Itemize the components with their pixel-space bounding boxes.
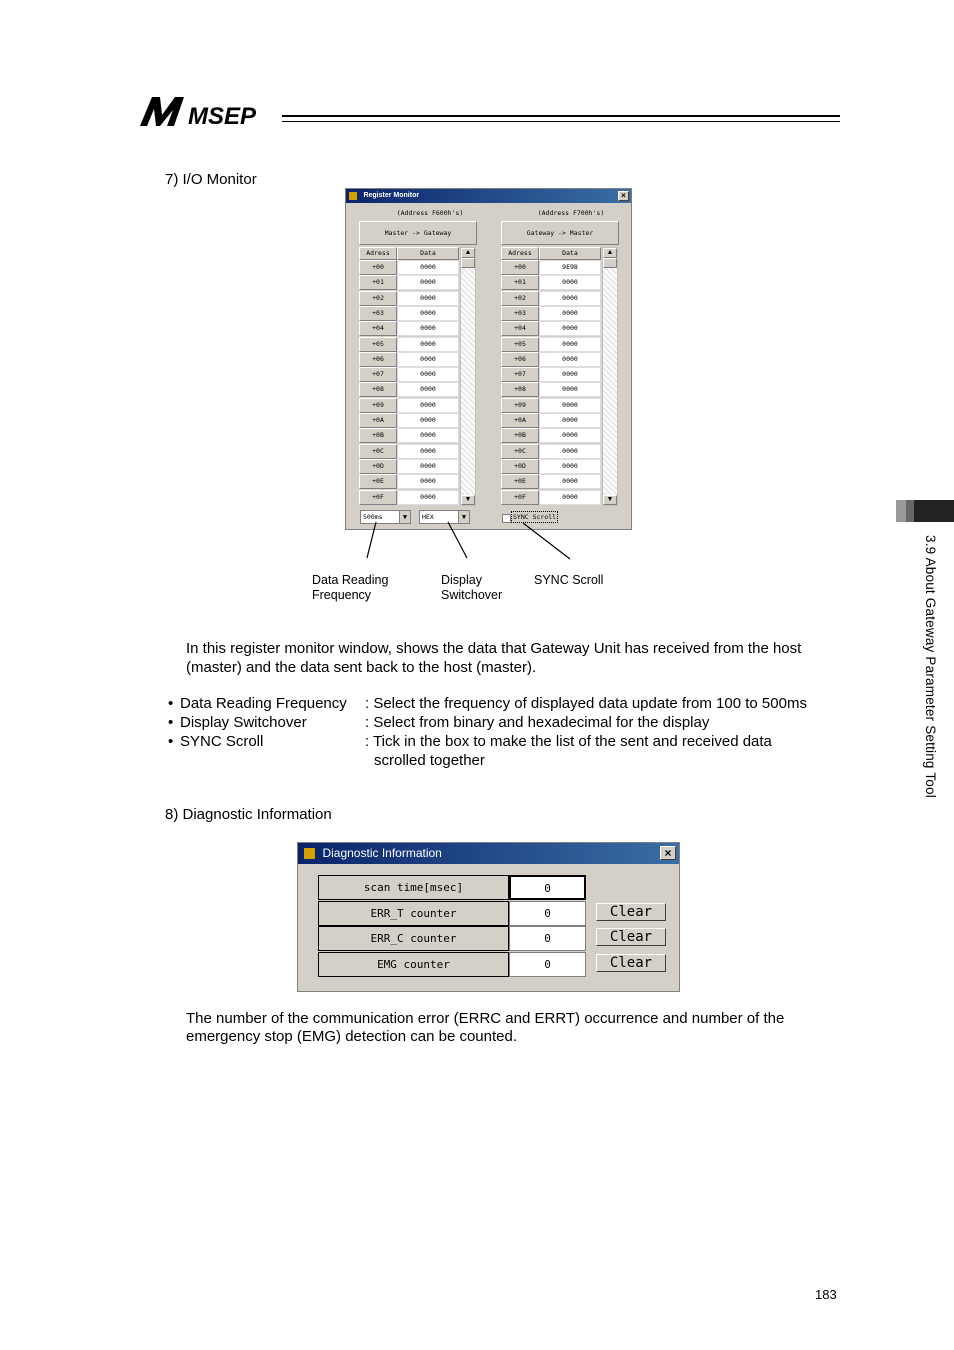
header-rule-bottom bbox=[282, 121, 840, 122]
register-address-cell: +08 bbox=[501, 382, 539, 397]
display-value: HEX bbox=[422, 513, 434, 521]
close-icon[interactable]: × bbox=[618, 191, 629, 201]
register-monitor-titlebar bbox=[346, 189, 631, 203]
bullet-mark: • bbox=[168, 714, 174, 731]
section7-paragraph-line2: (master) and the data sent back to the host (master). bbox=[186, 659, 537, 676]
side-tab-marker bbox=[896, 500, 954, 522]
callout-lines bbox=[360, 520, 580, 562]
page-number: 183 bbox=[815, 1287, 837, 1302]
window-title: Diagnostic Information bbox=[322, 846, 442, 860]
clear-button[interactable]: Clear bbox=[596, 954, 666, 972]
right-address-caption: (Address F700h's) bbox=[537, 209, 605, 217]
app-icon bbox=[304, 848, 315, 859]
dropdown-arrow-icon[interactable]: ▼ bbox=[399, 511, 410, 523]
callout-line-frequency bbox=[367, 522, 376, 558]
right-col-data: Data bbox=[539, 247, 601, 260]
callout-line-sync bbox=[523, 523, 570, 559]
bullet-desc: : Select from binary and hexadecimal for the display bbox=[365, 714, 710, 731]
register-address-cell: +0F bbox=[359, 490, 397, 505]
logo-text: MSEP bbox=[188, 103, 257, 129]
bullet-desc: : Select the frequency of displayed data update from 100 to 500ms bbox=[365, 695, 807, 712]
register-address-cell: +04 bbox=[501, 321, 539, 336]
diagnostic-label-cell: ERR_T counter bbox=[318, 901, 509, 926]
diagnostic-label-cell: scan time[msec] bbox=[318, 875, 509, 900]
register-data-cell: 0000 bbox=[539, 398, 601, 413]
register-data-cell: 0000 bbox=[539, 428, 601, 443]
section8-title: 8) Diagnostic Information bbox=[165, 806, 332, 823]
callout-frequency bbox=[312, 573, 388, 603]
section7-paragraph-line1: In this register monitor window, shows the data that Gateway Unit has received from the host bbox=[186, 640, 802, 657]
callout-display-line2: Switchover bbox=[441, 588, 503, 602]
register-data-cell: 0000 bbox=[397, 275, 459, 290]
register-data-cell: 0000 bbox=[397, 444, 459, 459]
register-address-cell: +01 bbox=[359, 275, 397, 290]
register-address-cell: +0C bbox=[501, 444, 539, 459]
section8-paragraph-line1: The number of the communication error (ERRC and ERRT) occurrence and number of the bbox=[186, 1010, 785, 1027]
callout-line-display bbox=[448, 522, 467, 558]
register-address-cell: +00 bbox=[359, 260, 397, 275]
register-address-cell: +00 bbox=[501, 260, 539, 275]
left-scrollbar[interactable] bbox=[460, 247, 476, 506]
register-data-cell: 0000 bbox=[397, 367, 459, 382]
register-data-cell: 0000 bbox=[397, 490, 459, 505]
register-address-cell: +05 bbox=[359, 337, 397, 352]
register-data-cell: 0000 bbox=[539, 367, 601, 382]
diagnostic-titlebar bbox=[298, 843, 679, 864]
register-address-cell: +0D bbox=[501, 459, 539, 474]
register-address-cell: +02 bbox=[359, 291, 397, 306]
register-data-cell: 0000 bbox=[539, 306, 601, 321]
register-address-cell: +0B bbox=[359, 428, 397, 443]
close-icon[interactable]: × bbox=[660, 846, 676, 860]
left-col-address: Adress bbox=[359, 247, 397, 260]
scroll-up-icon[interactable]: ▲ bbox=[603, 248, 617, 258]
bullet-term: Data Reading Frequency bbox=[180, 695, 347, 712]
register-data-cell: 0000 bbox=[539, 413, 601, 428]
diagnostic-value-cell: 0 bbox=[509, 952, 586, 977]
right-scrollbar[interactable] bbox=[602, 247, 618, 506]
register-address-cell: +0E bbox=[359, 474, 397, 489]
msep-logo bbox=[138, 93, 278, 129]
diagnostic-window bbox=[297, 842, 680, 992]
bullet-continuation bbox=[168, 751, 485, 770]
callout-display-line1: Display bbox=[441, 573, 482, 587]
right-col-address: Adress bbox=[501, 247, 539, 260]
callout-frequency-line1: Data Reading bbox=[312, 573, 389, 587]
side-tab-label: 3.9 About Gateway Parameter Setting Tool bbox=[923, 535, 938, 798]
bullet-desc-continuation: scrolled together bbox=[374, 752, 485, 769]
register-data-cell: 0000 bbox=[397, 321, 459, 336]
register-address-cell: +05 bbox=[501, 337, 539, 352]
register-data-cell: 0000 bbox=[539, 291, 601, 306]
register-address-cell: +02 bbox=[501, 291, 539, 306]
register-address-cell: +0A bbox=[359, 413, 397, 428]
callout-sync: SYNC Scroll bbox=[534, 573, 604, 587]
callout-frequency-line2: Frequency bbox=[312, 588, 372, 602]
register-data-cell: 0000 bbox=[397, 291, 459, 306]
register-data-cell: 0000 bbox=[397, 474, 459, 489]
scroll-thumb[interactable] bbox=[461, 258, 475, 268]
right-direction-header: Gateway -> Master bbox=[501, 221, 619, 245]
register-data-cell: 0000 bbox=[539, 474, 601, 489]
register-address-cell: +07 bbox=[501, 367, 539, 382]
dropdown-arrow-icon[interactable]: ▼ bbox=[458, 511, 469, 523]
diagnostic-value-cell: 0 bbox=[509, 926, 586, 951]
register-data-cell: 0000 bbox=[539, 352, 601, 367]
register-address-cell: +0E bbox=[501, 474, 539, 489]
register-address-cell: +09 bbox=[501, 398, 539, 413]
register-data-cell: 0000 bbox=[539, 337, 601, 352]
register-address-cell: +03 bbox=[501, 306, 539, 321]
section8-paragraph-line2: emergency stop (EMG) detection can be counted. bbox=[186, 1028, 518, 1045]
bullet-item bbox=[168, 694, 807, 713]
register-data-cell: 0000 bbox=[539, 490, 601, 505]
bullet-mark: • bbox=[168, 733, 174, 750]
diagnostic-value-cell: 0 bbox=[509, 901, 586, 926]
register-monitor-window bbox=[345, 188, 632, 530]
register-address-cell: +06 bbox=[501, 352, 539, 367]
diagnostic-value-cell[interactable]: 0 bbox=[509, 875, 586, 900]
sync-scroll-label[interactable]: SYNC Scroll bbox=[513, 513, 557, 521]
register-address-cell: +0C bbox=[359, 444, 397, 459]
register-data-cell: 0000 bbox=[397, 413, 459, 428]
register-data-cell: 0000 bbox=[539, 382, 601, 397]
bullet-item bbox=[168, 732, 772, 751]
scroll-thumb[interactable] bbox=[603, 258, 617, 268]
register-address-cell: +07 bbox=[359, 367, 397, 382]
register-data-cell: 0000 bbox=[539, 275, 601, 290]
bullet-item bbox=[168, 713, 710, 732]
register-data-cell: 0000 bbox=[397, 306, 459, 321]
register-data-cell: 0000 bbox=[397, 382, 459, 397]
section7-title: 7) I/O Monitor bbox=[165, 171, 257, 188]
scroll-up-icon[interactable]: ▲ bbox=[461, 248, 475, 258]
left-direction-header: Master -> Gateway bbox=[359, 221, 477, 245]
diagnostic-label-cell: EMG counter bbox=[318, 952, 509, 977]
register-data-cell: 0000 bbox=[397, 428, 459, 443]
register-data-cell: 0000 bbox=[397, 459, 459, 474]
register-address-cell: +01 bbox=[501, 275, 539, 290]
register-address-cell: +0B bbox=[501, 428, 539, 443]
register-data-cell: 9E98 bbox=[539, 260, 601, 275]
register-address-cell: +0F bbox=[501, 490, 539, 505]
bullet-mark: • bbox=[168, 695, 174, 712]
header-rule-top bbox=[282, 115, 840, 117]
register-address-cell: +08 bbox=[359, 382, 397, 397]
clear-button[interactable]: Clear bbox=[596, 928, 666, 946]
bullet-desc: : Tick in the box to make the list of the sent and received data bbox=[365, 733, 772, 750]
callout-display bbox=[441, 573, 502, 603]
register-address-cell: +04 bbox=[359, 321, 397, 336]
register-data-cell: 0000 bbox=[539, 321, 601, 336]
register-data-cell: 0000 bbox=[539, 444, 601, 459]
register-data-cell: 0000 bbox=[397, 260, 459, 275]
register-data-cell: 0000 bbox=[397, 337, 459, 352]
register-address-cell: +0D bbox=[359, 459, 397, 474]
register-address-cell: +0A bbox=[501, 413, 539, 428]
scroll-down-icon[interactable]: ▼ bbox=[603, 495, 617, 505]
register-data-cell: 0000 bbox=[397, 398, 459, 413]
bullet-term: Display Switchover bbox=[180, 714, 307, 731]
register-address-cell: +03 bbox=[359, 306, 397, 321]
clear-button[interactable]: Clear bbox=[596, 903, 666, 921]
window-title: Register Monitor bbox=[363, 192, 420, 199]
register-data-cell: 0000 bbox=[539, 459, 601, 474]
bullet-list bbox=[168, 694, 807, 770]
register-data-cell: 0000 bbox=[397, 352, 459, 367]
app-icon bbox=[349, 192, 357, 200]
register-address-cell: +06 bbox=[359, 352, 397, 367]
diagnostic-label-cell: ERR_C counter bbox=[318, 926, 509, 951]
frequency-value: 500ms bbox=[363, 513, 383, 521]
left-col-data: Data bbox=[397, 247, 459, 260]
bullet-term: SYNC Scroll bbox=[180, 733, 264, 750]
scroll-down-icon[interactable]: ▼ bbox=[461, 495, 475, 505]
register-address-cell: +09 bbox=[359, 398, 397, 413]
left-address-caption: (Address F600h's) bbox=[396, 209, 464, 217]
